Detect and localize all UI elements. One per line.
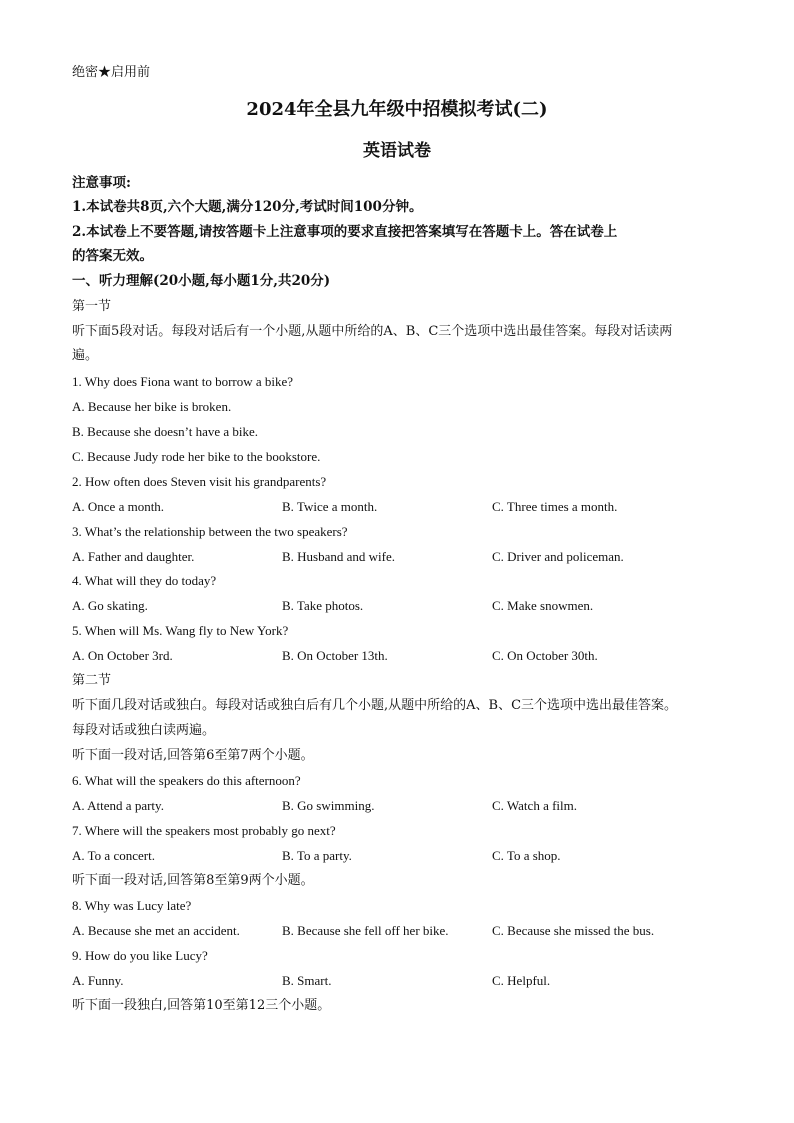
part-1-instruction-line-2: 遍。: [72, 348, 99, 363]
question-5: 5. When will Ms. Wang fly to New York?: [72, 623, 289, 638]
question-5-option-c: C. On October 30th.: [492, 648, 598, 663]
exam-subtitle: 英语试卷: [363, 141, 431, 161]
question-4: 4. What will they do today?: [72, 573, 217, 588]
question-1-option-b: B. Because she doesn’t have a bike.: [72, 424, 259, 439]
question-9-option-c: C. Helpful.: [492, 973, 551, 988]
question-3-option-b: B. Husband and wife.: [282, 549, 396, 564]
question-4-option-c: C. Make snowmen.: [492, 598, 594, 613]
question-1-option-a: A. Because her bike is broken.: [72, 399, 232, 414]
group-instruction-10-12: 听下面一段独白,回答第10至第12三个小题。: [72, 998, 331, 1013]
notice-item-2-line-2: 的答案无效。: [72, 248, 153, 264]
question-9-option-a: A. Funny.: [72, 973, 124, 988]
question-6-option-b: B. Go swimming.: [282, 798, 375, 813]
question-7-option-a: A. To a concert.: [72, 848, 155, 863]
part-1-instruction-line-1: 听下面5段对话。每段对话后有一个小题,从题中所给的A、B、C三个选项中选出最佳答案。每段对话读两: [72, 324, 673, 339]
question-8-option-b: B. Because she fell off her bike.: [282, 923, 449, 938]
group-instruction-6-7: 听下面一段对话,回答第6至第7两个小题。: [72, 748, 314, 763]
question-5-option-b: B. On October 13th.: [282, 648, 388, 663]
question-7-option-c: C. To a shop.: [492, 848, 561, 863]
part-1-label: 第一节: [72, 299, 112, 314]
question-9-option-b: B. Smart.: [282, 973, 332, 988]
part-2-label: 第二节: [72, 673, 112, 688]
part-2-instruction-line-1: 听下面几段对话或独白。每段对话或独白后有几个小题,从题中所给的A、B、C三个选项中选出最佳答案。: [72, 698, 678, 713]
question-6-option-a: A. Attend a party.: [72, 798, 164, 813]
question-6-option-c: C. Watch a film.: [492, 798, 578, 813]
question-9: 9. How do you like Lucy?: [72, 948, 208, 963]
question-8-option-c: C. Because she missed the bus.: [492, 923, 655, 938]
question-3-option-a: A. Father and daughter.: [72, 549, 195, 564]
confidential-label: 绝密★启用前: [72, 65, 151, 80]
question-7-option-b: B. To a party.: [282, 848, 352, 863]
question-4-option-b: B. Take photos.: [282, 598, 364, 613]
exam-title: 2024年全县九年级中招模拟考试(二): [246, 99, 548, 120]
notice-item-2-line-1: 2.本试卷上不要答题,请按答题卡上注意事项的要求直接把答案填写在答题卡上。答在试卷上: [72, 224, 618, 240]
question-1: 1. Why does Fiona want to borrow a bike?: [72, 374, 294, 389]
question-3-option-c: C. Driver and policeman.: [492, 549, 624, 564]
question-8: 8. Why was Lucy late?: [72, 898, 192, 913]
question-2-option-c: C. Three times a month.: [492, 499, 618, 514]
question-4-option-a: A. Go skating.: [72, 598, 148, 613]
question-5-option-a: A. On October 3rd.: [72, 648, 173, 663]
question-1-option-c: C. Because Judy rode her bike to the bookstore.: [72, 449, 321, 464]
question-6: 6. What will the speakers do this afternoon?: [72, 773, 301, 788]
question-8-option-a: A. Because she met an accident.: [72, 923, 240, 938]
question-2-option-b: B. Twice a month.: [282, 499, 378, 514]
notice-item-1: 1.本试卷共8页,六个大题,满分120分,考试时间100分钟。: [72, 199, 423, 215]
group-instruction-8-9: 听下面一段对话,回答第8至第9两个小题。: [72, 873, 314, 888]
part-2-instruction-line-2: 每段对话或独白读两遍。: [72, 723, 216, 738]
question-3: 3. What’s the relationship between the two speakers?: [72, 524, 348, 539]
notice-heading: 注意事项:: [72, 175, 131, 191]
question-2: 2. How often does Steven visit his grandparents?: [72, 474, 327, 489]
question-2-option-a: A. Once a month.: [72, 499, 165, 514]
section-heading-listening: 一、听力理解(20小题,每小题1分,共20分): [72, 273, 331, 289]
question-7: 7. Where will the speakers most probably go next?: [72, 823, 336, 838]
